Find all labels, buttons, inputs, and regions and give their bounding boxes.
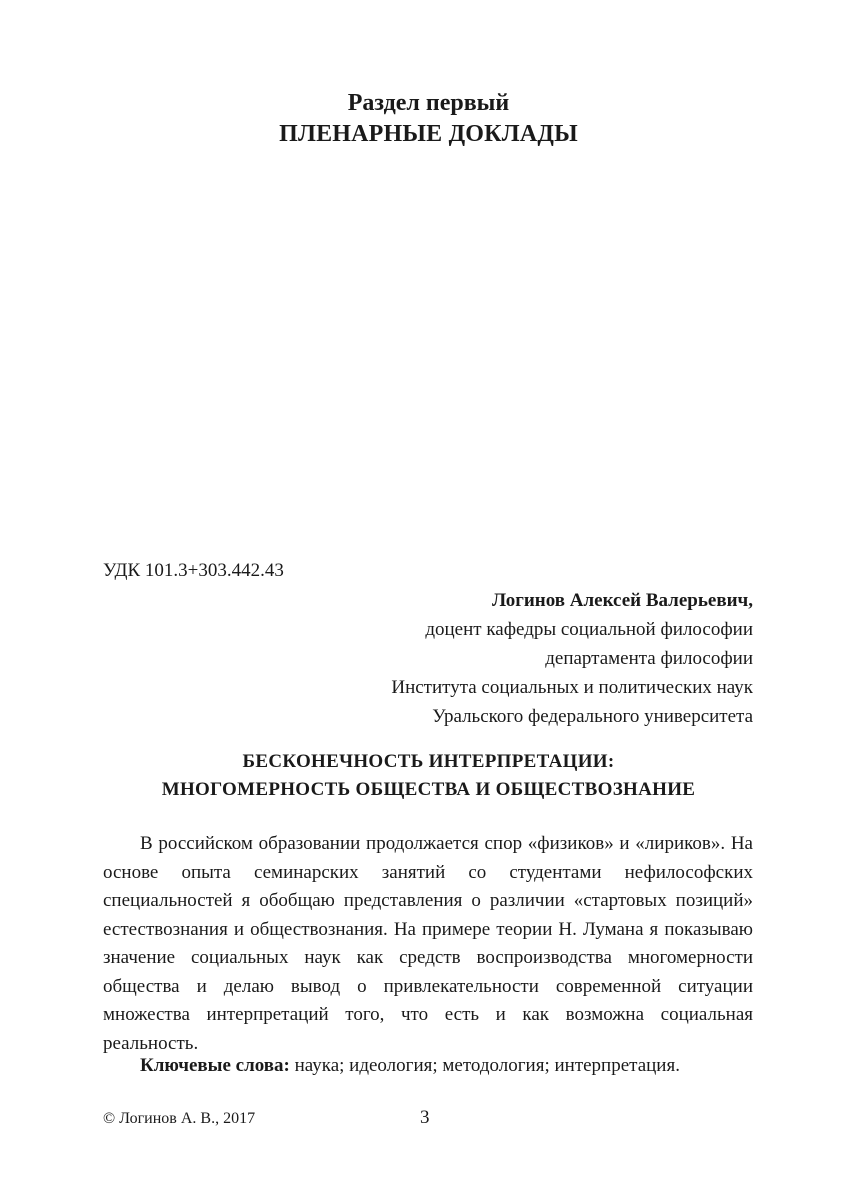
author-name: Логинов Алексей Валерьевич, <box>492 590 753 611</box>
section-header <box>0 88 857 150</box>
author-block <box>391 586 753 731</box>
page-number: 3 <box>420 1107 430 1128</box>
abstract-paragraph: В российском образовании продолжается спор «физиков» и «лириков». На основе опыта семинарских занятий со студентами нефилософских специальностей я обобщаю представления о различии «стартовых позиций» естествознания и обществознания. На примере теории Н. Лумана я показываю значение социальных наук как средств воспроизводства многомерности общества и делаю вывод о привлекательности современной ситуации множества интерпретаций того, что есть и как возможна социальная реальность. <box>103 833 753 1054</box>
keywords-label: Ключевые слова: <box>140 1055 290 1076</box>
copyright-notice: © Логинов А. В., 2017 <box>103 1110 256 1127</box>
author-affiliation-line: доцент кафедры социальной философии <box>425 619 753 640</box>
udk-code: УДК 101.3+303.442.43 <box>103 560 284 581</box>
keywords-line <box>140 1052 680 1080</box>
keywords-list: наука; идеология; методология; интерпретация. <box>289 1055 680 1076</box>
author-affiliation-line: департамента философии <box>545 648 753 669</box>
article-title-line: МНОГОМЕРНОСТЬ ОБЩЕСТВА И ОБЩЕСТВОЗНАНИЕ <box>161 779 696 800</box>
article-title-line: БЕСКОНЕЧНОСТЬ ИНТЕРПРЕТАЦИИ: <box>242 751 615 772</box>
author-affiliation-line: Института социальных и политических наук <box>391 677 753 698</box>
author-affiliation-line: Уральского федерального университета <box>432 706 753 727</box>
section-title: ПЛЕНАРНЫЕ ДОКЛАДЫ <box>279 121 578 147</box>
section-label: Раздел первый <box>347 90 510 116</box>
article-title <box>0 748 857 804</box>
